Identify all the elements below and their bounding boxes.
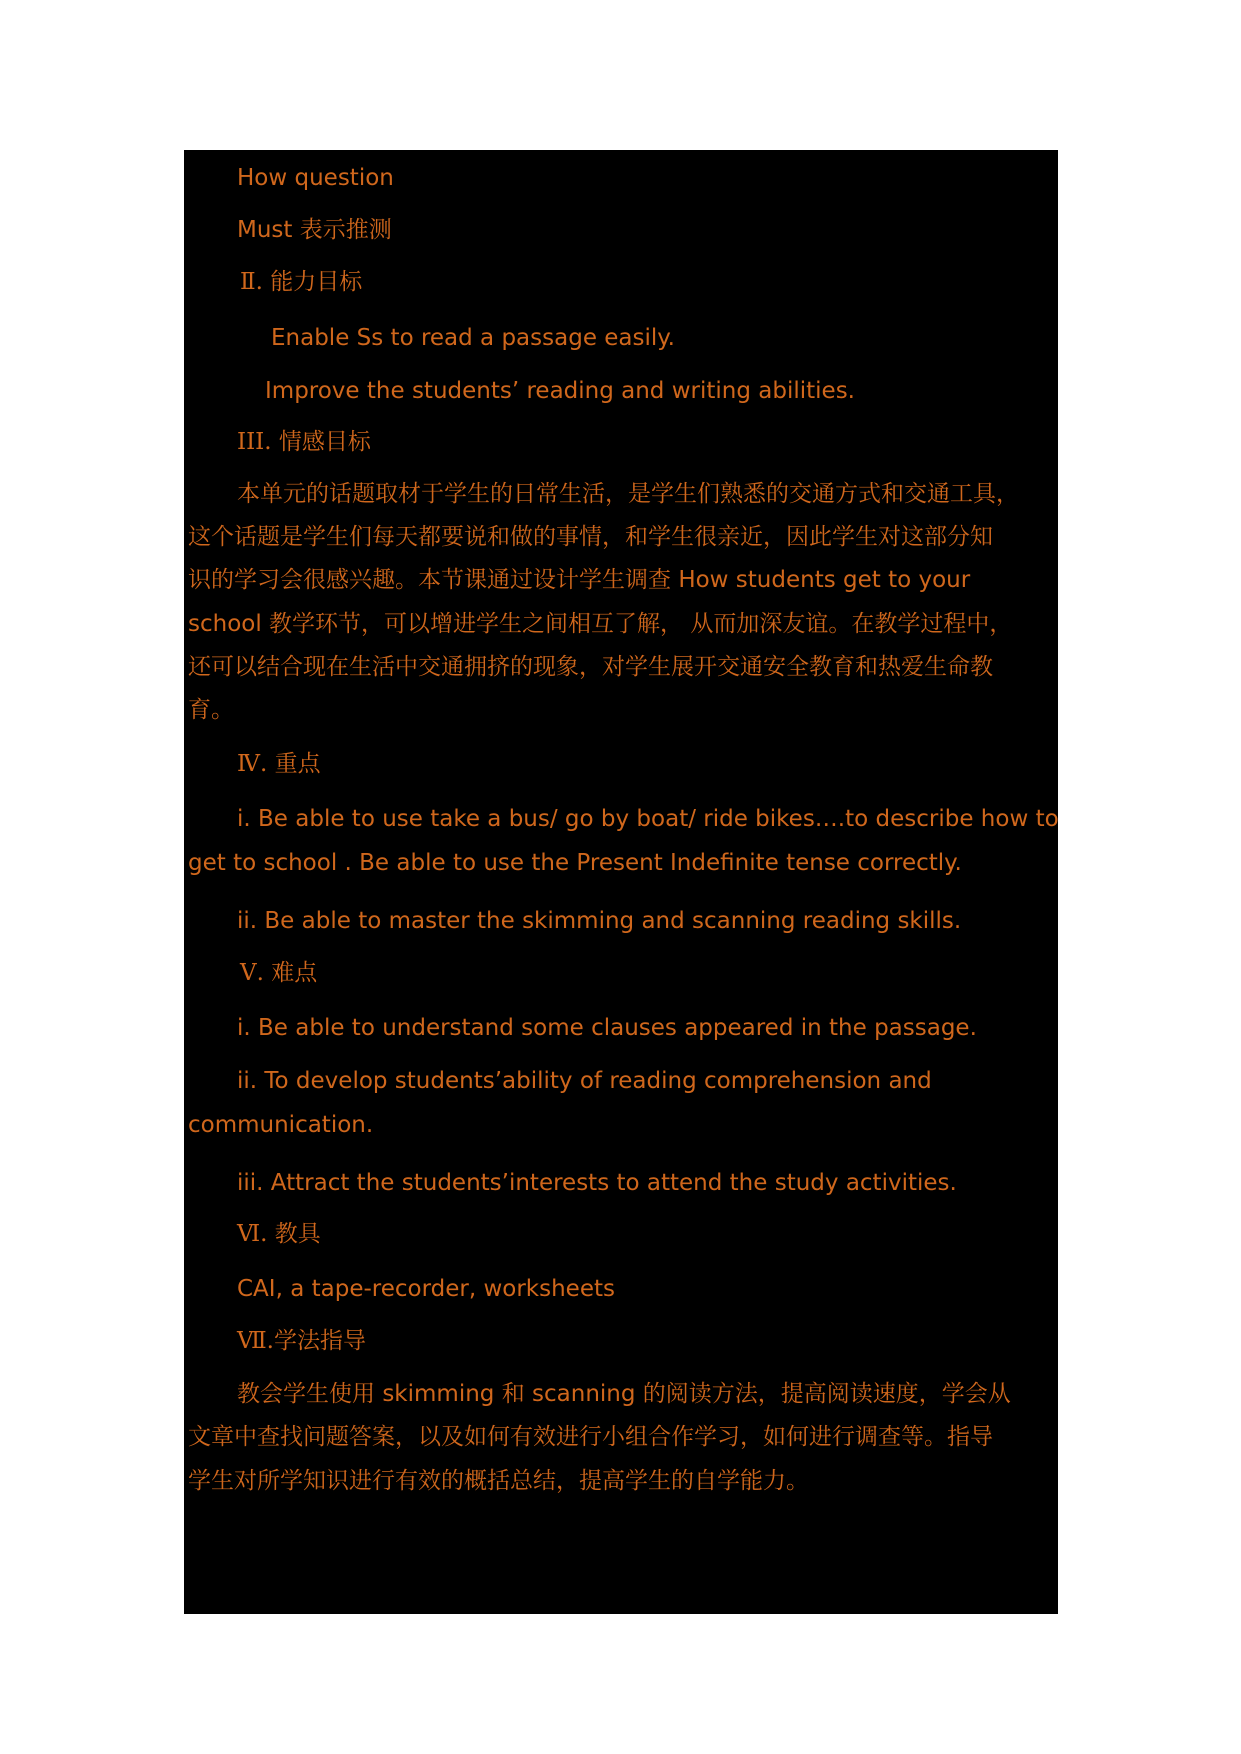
heading-ability-goals: Ⅱ. 能力目标 (240, 269, 363, 295)
heading-key-points: Ⅳ. 重点 (237, 751, 321, 777)
line-how-question: How question (237, 165, 394, 191)
guidance-line-1-part-c: 和 (494, 1381, 533, 1407)
guidance-paragraph-line-2: 文章中查找问题答案，以及如何有效进行小组合作学习，如何进行调查等。指导 (188, 1424, 993, 1450)
difficulty-1: i. Be able to understand some clauses appeared in the passage. (237, 1015, 977, 1041)
key-point-2: ii. Be able to master the skimming and scanning reading skills. (237, 908, 962, 934)
emotion-paragraph-line-2: 这个话题是学生们每天都要说和做的事情，和学生很亲近，因此学生对这部分知 (188, 524, 993, 550)
guidance-line-1-scanning: scanning (532, 1381, 636, 1407)
emotion-paragraph-line-5: 还可以结合现在生活中交通拥挤的现象，对学生展开交通安全教育和热爱生命教 (188, 654, 993, 680)
heading-difficulties: Ⅴ. 难点 (240, 960, 318, 986)
line-improve-abilities: Improve the students’ reading and writing abilities. (265, 378, 855, 404)
document-page (184, 150, 1058, 1614)
emotion-line-4-latin: school (188, 611, 262, 637)
emotion-line-3-latin: How students get to your (678, 567, 971, 593)
line-enable-read: Enable Ss to read a passage easily. (271, 325, 675, 351)
difficulty-2-line-2: communication. (188, 1112, 374, 1138)
emotion-paragraph-line-3 (188, 558, 1058, 602)
guidance-line-1-part-e: 的阅读方法，提高阅读速度，学会从 (635, 1381, 1011, 1407)
guidance-paragraph-line-3: 学生对所学知识进行有效的概括总结，提高学生的自学能力。 (188, 1468, 809, 1494)
key-point-1-line-2: get to school . Be able to use the Present Indefinite tense correctly. (188, 850, 962, 876)
guidance-line-1-skimming: skimming (382, 1381, 495, 1407)
heading-teaching-aids: Ⅵ. 教具 (237, 1221, 321, 1247)
emotion-paragraph-line-6: 育。 (188, 697, 234, 723)
emotion-line-4-cjk: 教学环节，可以增进学生之间相互了解， 从而加深友谊。在教学过程中， (261, 611, 1013, 637)
teaching-aids: CAI, a tape-recorder, worksheets (237, 1276, 615, 1302)
line-must-inference: Must 表示推测 (237, 217, 392, 243)
key-point-1-line-1: i. Be able to use take a bus/ go by boat/ ride bikes….to describe how to (237, 806, 1059, 832)
difficulty-3: iii. Attract the students’interests to attend the study activities. (237, 1170, 957, 1196)
heading-emotion-goals: III. 情感目标 (237, 429, 371, 455)
guidance-line-1-part-a: 教会学生使用 (237, 1381, 383, 1407)
emotion-paragraph-line-4 (188, 602, 1058, 646)
difficulty-2-line-1: ii. To develop students’ability of reading comprehension and (237, 1068, 932, 1094)
emotion-paragraph-line-1: 本单元的话题取材于学生的日常生活，是学生们熟悉的交通方式和交通工具， (237, 481, 1019, 507)
emotion-line-3-cjk: 识的学习会很感兴趣。本节课通过设计学生调查 (188, 567, 679, 593)
guidance-paragraph-line-1 (237, 1372, 1058, 1416)
heading-study-guidance: Ⅶ.学法指导 (237, 1328, 366, 1354)
